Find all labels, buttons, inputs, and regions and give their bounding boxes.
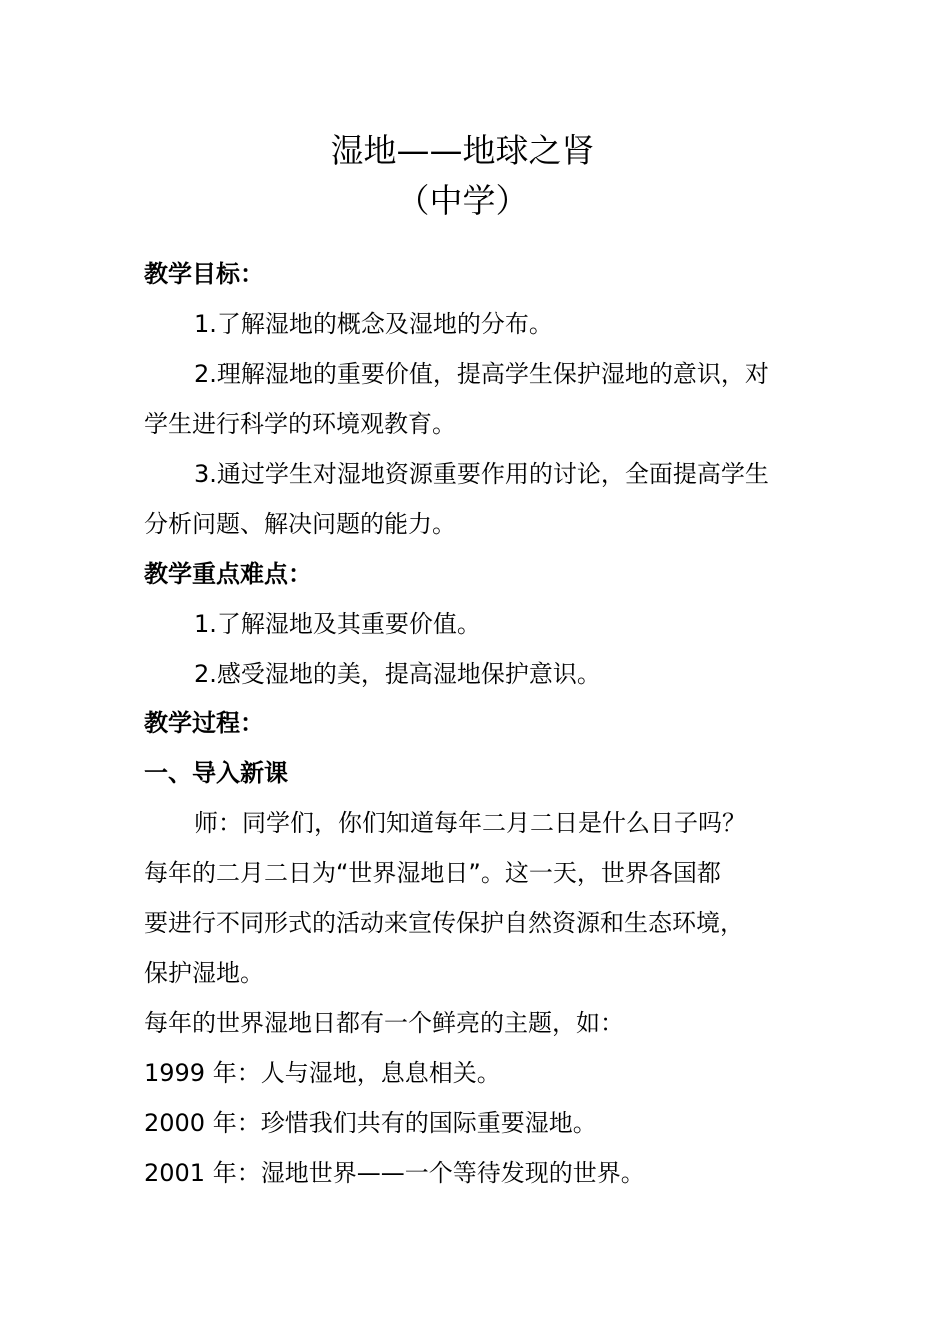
theme-list-item: 2001 年：湿地世界——一个等待发现的世界。 [144, 1159, 645, 1187]
paragraph-line: 每年的二月二日为“世界湿地日”。这一天，世界各国都 [144, 859, 721, 887]
paragraph-line: 2.感受湿地的美，提高湿地保护意识。 [194, 660, 601, 688]
paragraph-line: 学生进行科学的环境观教育。 [144, 410, 456, 438]
paragraph-line: 3.通过学生对湿地资源重要作用的讨论，全面提高学生 [194, 460, 769, 488]
paragraph-line: 1.了解湿地及其重要价值。 [194, 610, 481, 638]
paragraph-line: 2.理解湿地的重要价值，提高学生保护湿地的意识，对 [194, 360, 769, 388]
section-heading-key-points: 教学重点难点： [144, 560, 312, 588]
paragraph-line: 保护湿地。 [144, 959, 264, 987]
subsection-heading-intro: 一、导入新课 [144, 759, 288, 787]
paragraph-line: 分析问题、解决问题的能力。 [144, 510, 456, 538]
theme-list-item: 1999 年：人与湿地，息息相关。 [144, 1059, 501, 1087]
paragraph-line: 每年的世界湿地日都有一个鲜亮的主题，如： [144, 1009, 624, 1037]
paragraph-line: 1.了解湿地的概念及湿地的分布。 [194, 310, 553, 338]
section-heading-process: 教学过程： [144, 709, 264, 737]
document-subtitle: （中学） [396, 181, 529, 220]
section-heading-objectives: 教学目标： [144, 260, 264, 288]
paragraph-line: 师：同学们，你们知道每年二月二日是什么日子吗？ [194, 809, 746, 837]
paragraph-line: 要进行不同形式的活动来宣传保护自然资源和生态环境， [144, 909, 744, 937]
document-title: 湿地——地球之肾 [330, 131, 595, 170]
theme-list-item: 2000 年：珍惜我们共有的国际重要湿地。 [144, 1109, 597, 1137]
